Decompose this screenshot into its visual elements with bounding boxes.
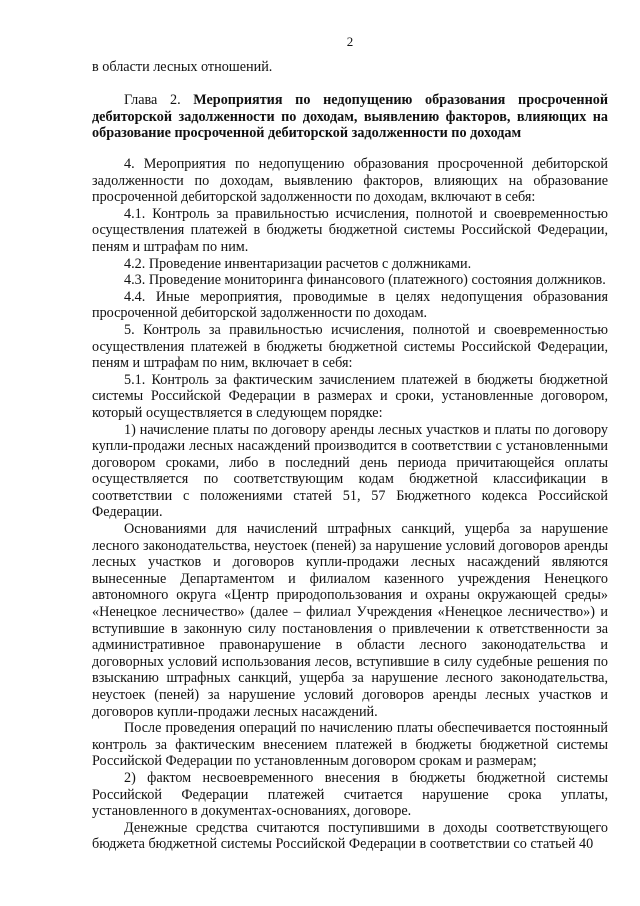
paragraph-item-1: 1) начисление платы по договору аренды лесных участков и платы по договору купли-продажи лесных насаждений производится в соответствии с установленными договором сроками, либо в последний день периода причитающейся оплаты осуществляется по соответствующим кодам бюджетной классификации в соответствии с положениями статей 51, 57 Бюджетного кодекса Российской Федерации. bbox=[92, 421, 608, 521]
chapter-label: Глава 2. bbox=[124, 92, 181, 108]
paragraph-4-1: 4.1. Контроль за правильностью исчисления, полнотой и своевременностью осуществления платежей в бюджеты бюджетной системы Российской Федерации, пеням и штрафам по ним. bbox=[92, 205, 608, 255]
paragraph-item-2: 2) фактом несвоевременного внесения в бюджеты бюджетной системы Российской Федерации платежей считается нарушение срока уплаты, установленного в документах-основаниях, договоре. bbox=[92, 769, 608, 820]
paragraph-4: 4. Мероприятия по недопущению образования просроченной дебиторской задолженности по доходам, выявлению факторов, влияющих на образование просроченной дебиторской задолженности по доходам, включают в себя: bbox=[92, 156, 608, 206]
paragraph-5: 5. Контроль за правильностью исчисления, полнотой и своевременностью осуществления платежей в бюджеты бюджетной системы Российской Федерации, пеням и штрафам по ним, включает в себя: bbox=[92, 321, 608, 372]
continuation-text: в области лесных отношений. bbox=[92, 59, 273, 75]
paragraph-4-2: 4.2. Проведение инвентаризации расчетов с должниками. bbox=[124, 255, 472, 272]
paragraph-4-4: 4.4. Иные мероприятия, проводимые в целях недопущения образования просроченной дебиторской задолженности по доходам. bbox=[92, 288, 608, 322]
paragraph-control: После проведения операций по начислению платы обеспечивается постоянный контроль за фактическим внесением платежей в бюджеты бюджетной системы Российской Федерации по установленным договором срокам и размерам; bbox=[92, 720, 608, 770]
paragraph-4-3: 4.3. Проведение мониторинга финансового (платежного) состояния должников. bbox=[124, 272, 606, 289]
chapter-title: Мероприятия по недопущению образования просроченной дебиторской задолженности по доходам, выявлению факторов, влияющих на образование просроченной дебиторской задолженности по доходам bbox=[92, 92, 609, 142]
paragraph-funds: Денежные средства считаются поступившими в доходы соответствующего бюджета бюджетной системы Российской Федерации в соответствии со статьей 40 bbox=[92, 819, 608, 853]
paragraph-5-1: 5.1. Контроль за фактическим зачислением платежей в бюджеты бюджетной системы Российской Федерации в размерах и сроки, установленные договором, который осуществляется в следующем порядке: bbox=[92, 371, 608, 421]
page-number: 2 bbox=[346, 34, 354, 49]
paragraph-grounds: Основаниями для начислений штрафных санкций, ущерба за нарушение лесного законодательства, неустоек (пеней) за нарушение условий договоров аренды лесных участков и договоров купли-продажи лесных насаждений являются вынесенные Департаментом и филиалом казенного учреждения Ненецкого автономного округа «Центр природопользования и охраны окружающей среды» «Ненецкое лесничество» (далее – филиал Учреждения «Ненецкое лесничество») и вступившие в законную силу постановления о привлечении к ответственности за административное правонарушение в области лесного законодательства и договорных условий использования лесов, вступившие в силу судебные решения по взысканию штрафных санкций, ущерба за нарушение лесного законодательства, неустоек (пеней) за нарушение условий договоров аренды лесных участков и договоров купли-продажи лесных насаждений. bbox=[92, 521, 608, 720]
chapter-heading bbox=[92, 92, 608, 142]
document-body bbox=[92, 156, 608, 853]
